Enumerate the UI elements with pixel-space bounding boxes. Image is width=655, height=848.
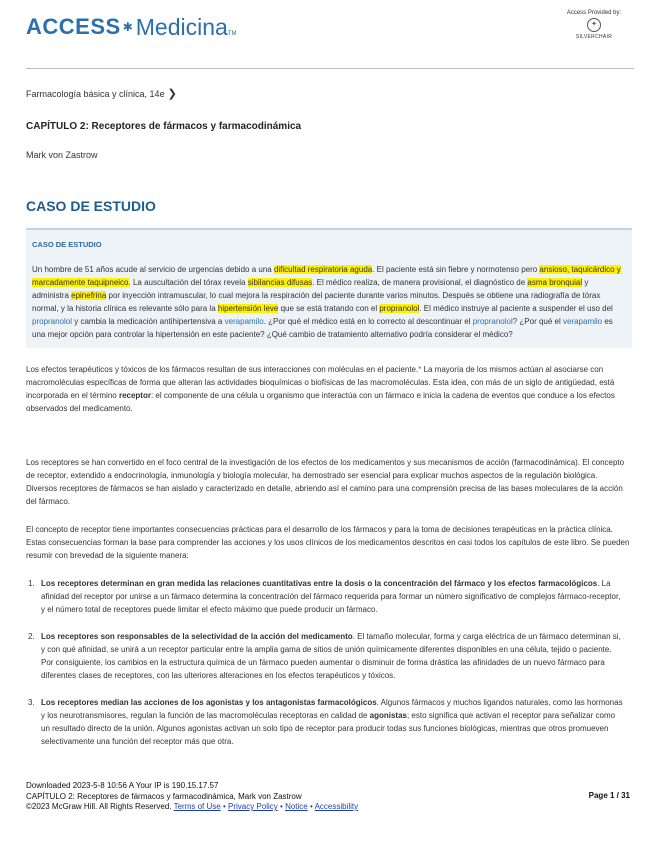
numbered-list [26, 577, 626, 748]
list-number: 2. [28, 632, 35, 641]
institution-seal-icon: ✦ [587, 18, 601, 32]
logo-medicina-text: Medicina [135, 13, 228, 40]
separator-dot: • [280, 802, 283, 811]
highlight[interactable]: dificultad respiratoria aguda [273, 265, 373, 274]
list-item-heading: Los receptores median las acciones de los agonistas y los antagonistas farmacológicos [41, 698, 377, 707]
privacy-policy-link[interactable]: Privacy Policy [227, 802, 278, 811]
separator-dot: • [222, 802, 226, 811]
accessmedicina-logo[interactable] [26, 12, 236, 42]
case-text-segment: . La auscultación del tórax revela [128, 278, 248, 287]
paragraph-text: : el componente de una célula u organismo que interactúa con un fármaco e inicia la cadena de eventos que conduce a los efectos observados del medicamento. [26, 391, 615, 413]
case-text-segment: por inyección intramuscular, lo cual mejora la respiración del paciente durante varios minutos. Después se obtiene una radiografía de tórax normal, y la historia clínica es relevante sólo para la [32, 291, 601, 313]
case-text-segment: . El paciente está sin fiebre y normotenso pero [372, 265, 540, 274]
access-provided-by [559, 10, 629, 40]
copyright: ©2023 McGraw Hill. All Rights Reserved. [26, 802, 172, 811]
term-receptor: receptor [118, 391, 151, 400]
case-text-segment: . El médico realiza, de manera provisional, el diagnóstico de [312, 278, 528, 287]
case-study-text [32, 263, 626, 341]
footer-chapter-line: CAPÍTULO 2: Receptores de fármacos y farmacodinámica, Mark von Zastrow [26, 791, 302, 801]
highlight[interactable]: sibilancias difusas [247, 278, 313, 287]
notice-link[interactable]: Notice [285, 802, 308, 811]
highlight[interactable]: propranolol [379, 304, 420, 313]
list-item-text: ; esto significa que activan el receptor para señalizar como un resultado directo de la unión. Algunos agonistas activan un solo tipo de receptor para producir todas sus funciones biológicas, mientras que otros promueven selectivamente una función del receptor más que otra. [41, 711, 616, 746]
case-text-segment: que se está tratando con el [278, 304, 380, 313]
paragraph-1 [26, 363, 630, 415]
chevron-right-icon: ❯ [167, 88, 177, 100]
paragraph-2: Los receptores se han convertido en el foco central de la investigación de los efectos de los medicamentos y sus mecanismos de acción (farmacodinámica). El concepto de receptor, extendido a endocrinología, inmunología y biología molecular, ha demostrado ser esencial para explicar muchos aspectos de la regulación biológica. Diversos receptores de fármacos se han aislado y caracterizado en detalle, abriendo así el camino para una comprensión precisa de las bases moleculares de la acción del fármaco. [26, 458, 625, 506]
separator-dot: • [309, 802, 313, 811]
terms-of-use-link[interactable]: Terms of Use [173, 802, 221, 811]
list-item [26, 630, 626, 682]
case-text-segment: y cambia la medicación antihipertensiva a [72, 317, 225, 326]
case-text-segment: . El médico instruye al paciente a suspender el uso del [419, 304, 613, 313]
chapter-author: Mark von Zastrow [26, 150, 98, 160]
footer-links-line [26, 802, 630, 813]
case-text-segment: . ¿Por qué el médico está en lo correcto al descontinuar el [263, 317, 473, 326]
highlight[interactable]: asma bronquial [527, 278, 583, 287]
highlight[interactable]: hipertensión leve [217, 304, 279, 313]
logo-star-icon: ✱ [122, 20, 133, 34]
page-number: Page 1 / 31 [588, 791, 630, 800]
case-study-box [26, 228, 632, 348]
drug-link-propranolol[interactable]: propranolol [32, 317, 73, 326]
paragraph-3: El concepto de receptor tiene importantes consecuencias prácticas para el desarrollo de los fármacos y para la toma de decisiones terapéuticas en la práctica clínica. Estas consecuencias forman la base para comprender las acciones y los usos clínicos de los medicamentos descritos en casi todos los capítulos de este libro. Se pueden resumir con brevedad de la siguiente manera: [26, 525, 630, 560]
download-info: Downloaded 2023-5-8 10:56 A Your IP is 190.15.17.57 [26, 781, 219, 790]
drug-link-verapamilo[interactable]: verapamilo [224, 317, 264, 326]
header-divider [26, 68, 634, 69]
breadcrumb-book-link[interactable]: Farmacología básica y clínica, 14e [26, 88, 165, 99]
section-title: CASO DE ESTUDIO [26, 198, 156, 214]
footnote-link[interactable]: * [418, 365, 422, 374]
case-study-label: CASO DE ESTUDIO [32, 240, 102, 249]
drug-link-verapamilo[interactable]: verapamilo [562, 317, 603, 326]
list-item-text: . Algunos fármacos y muchos ligandos naturales, como las hormonas y los neurotransmisores, regulan la función de las macromoléculas receptoras en calidad de [41, 698, 623, 720]
accessibility-link[interactable]: Accessibility [314, 802, 359, 811]
logo-access-text: ACCESS [26, 14, 121, 39]
list-item [26, 696, 626, 748]
case-text-segment: ? ¿Por qué el [512, 317, 563, 326]
list-number: 1. [28, 579, 35, 588]
case-text-segment: es una mejor opción para controlar la hipertensión en este paciente? ¿Qué cambio de tratamiento alternativo podría considerar el médico? [32, 317, 613, 339]
case-text-segment: y administra [32, 278, 589, 300]
highlight[interactable]: epinefrina [71, 291, 107, 300]
paragraph-text: La mayoría de los mismos actúan al asociarse con macromoléculas específicas de forma que alteran las actividades bioquímicas o biofísicas de las macromoléculas. Esta idea, con más de un siglo de antigüedad, está incorporada en el término [26, 365, 615, 400]
list-item [26, 577, 626, 616]
term-agonistas: agonistas [369, 711, 407, 720]
logo-trademark: TM [227, 31, 237, 37]
highlight[interactable]: ansioso, taquicárdico y marcadamente taquipneico [32, 265, 621, 287]
provided-by-label: Access Provided by: [566, 10, 622, 16]
paragraph-text: Los efectos terapéuticos y tóxicos de los fármacos resultan de sus interacciones con moléculas en el paciente. [26, 365, 419, 374]
drug-link-propranolol[interactable]: propranolol [472, 317, 513, 326]
breadcrumb[interactable] [26, 87, 177, 100]
page-header [0, 0, 655, 68]
institution-name: SILVERCHAIR [575, 34, 613, 40]
list-item-text: . La afinidad del receptor por unirse a un fármaco determina la concentración del fármaco requerida para formar un número significativo de complejos fármaco-receptor, y el número total de receptores puede limitar el efecto máximo que puede producir un fármaco. [41, 579, 621, 614]
page-footer [26, 781, 630, 813]
case-text-segment: Un hombre de 51 años acude al servicio de urgencias debido a una [32, 265, 274, 274]
list-number: 3. [28, 698, 35, 707]
list-item-heading: Los receptores son responsables de la selectividad de la acción del medicamento [41, 632, 353, 641]
list-item-text: . El tamaño molecular, forma y carga eléctrica de un fármaco determinan si, y con qué afinidad, se unirá a un receptor particular entre la amplia gama de sitios de unión químicamente diferentes disponibles en una célula, tejido o paciente. Por consiguiente, los cambios en la estructura química de un fármaco pueden aumentar o disminuir de forma drástica las afinidades de un nuevo fármaco para diferentes clases de receptores, con las ulteriores alteraciones en los efectos terapéuticos y tóxicos. [41, 632, 621, 680]
list-item-heading: Los receptores determinan en gran medida las relaciones cuantitativas entre la dosis o la concentración del fármaco y los efectos farmacológicos [41, 579, 598, 588]
chapter-title: CAPÍTULO 2: Receptores de fármacos y farmacodinámica [26, 121, 302, 132]
